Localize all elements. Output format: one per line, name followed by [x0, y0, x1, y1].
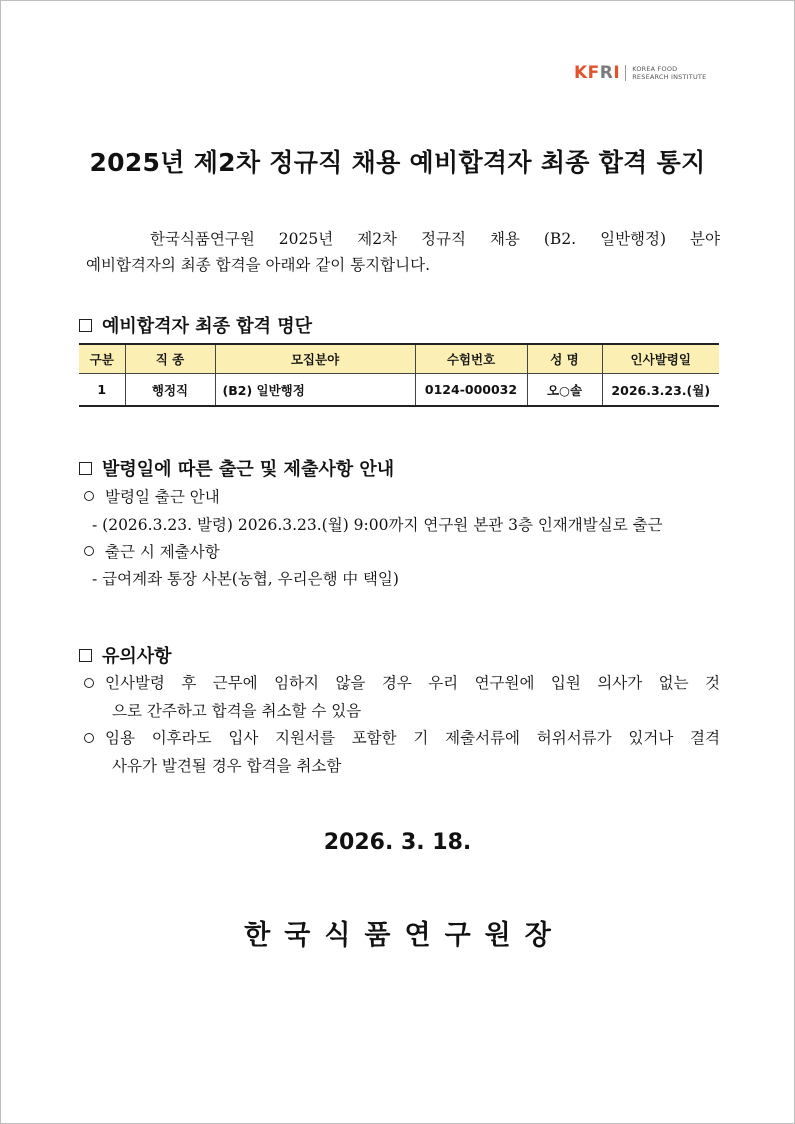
- circle-bullet-icon: [84, 546, 94, 556]
- table-row: [79, 374, 719, 407]
- header-cell: 직 종: [125, 344, 215, 374]
- logo-divider: [625, 65, 626, 81]
- intro-line-2: 예비합격자의 최종 합격을 아래와 같이 통지합니다.: [86, 256, 430, 274]
- cell-job-type: 행정직: [125, 374, 215, 407]
- logo-line-1: KOREA FOOD: [632, 65, 678, 73]
- roster-table: [79, 343, 719, 407]
- logo-mark: KFRI: [574, 63, 621, 83]
- list-item: 출근 시 제출사항: [84, 540, 220, 562]
- note-item: 임용 이후라도 입사 지원서를 포함한 기 제출서류에 허위서류가 있거나 결격 사유가 발견될 경우 합격을 취소함: [84, 724, 720, 780]
- note-item: 인사발령 후 근무에 임하지 않을 경우 우리 연구원에 입원 의사가 없는 것 으로 간주하고 합격을 취소할 수 있음: [84, 669, 720, 725]
- circle-bullet-icon: [84, 678, 94, 688]
- list-item-detail: - 급여계좌 통장 사본(농협, 우리은행 中 택일): [92, 570, 399, 588]
- section-heading-text: 유의사항: [102, 646, 172, 667]
- circle-bullet-icon: [84, 733, 94, 743]
- logo-text: [632, 65, 706, 81]
- header-cell: 인사발령일: [602, 344, 719, 374]
- document-title: 2025년 제2차 정규직 채용 예비합격자 최종 합격 통지: [89, 148, 706, 177]
- section-heading-text: 예비합격자 최종 합격 명단: [102, 316, 313, 337]
- header-cell: 수험번호: [415, 344, 527, 374]
- header-cell: 구분: [79, 344, 125, 374]
- kfri-logo: [574, 63, 706, 83]
- list-item-detail: - (2026.3.23. 발령) 2026.3.23.(월) 9:00까지 연구원 본관 3층 인재개발실로 출근: [92, 516, 663, 534]
- issuer-signature: 한국식품연구원장: [244, 920, 565, 951]
- cell-name: 오○솔: [527, 374, 602, 407]
- cell-exam-number: 0124-000032: [415, 374, 527, 407]
- logo-line-2: RESEARCH INSTITUTE: [632, 73, 707, 81]
- checkbox-square-icon: [79, 319, 92, 332]
- section-heading-roster: [79, 312, 312, 338]
- circle-bullet-icon: [84, 491, 94, 501]
- header-cell: 성 명: [527, 344, 602, 374]
- intro-paragraph: [80, 226, 720, 278]
- section-heading-text: 발령일에 따른 출근 및 제출사항 안내: [102, 459, 395, 480]
- header-cell: 모집분야: [215, 344, 415, 374]
- cell-number: 1: [79, 374, 125, 407]
- cell-appointment-date: 2026.3.23.(월): [602, 374, 719, 407]
- list-item: 발령일 출근 안내: [84, 485, 220, 507]
- checkbox-square-icon: [79, 462, 92, 475]
- issue-date: 2026. 3. 18.: [323, 830, 472, 855]
- intro-line-1: 한국식품연구원 2025년 제2차 정규직 채용 (B2. 일반행정) 분야: [150, 230, 720, 248]
- table-header-row: [79, 344, 719, 374]
- cell-field: (B2) 일반행정: [215, 374, 415, 407]
- section-heading-guidance: [79, 455, 394, 481]
- checkbox-square-icon: [79, 649, 92, 662]
- section-heading-notes: [79, 642, 172, 668]
